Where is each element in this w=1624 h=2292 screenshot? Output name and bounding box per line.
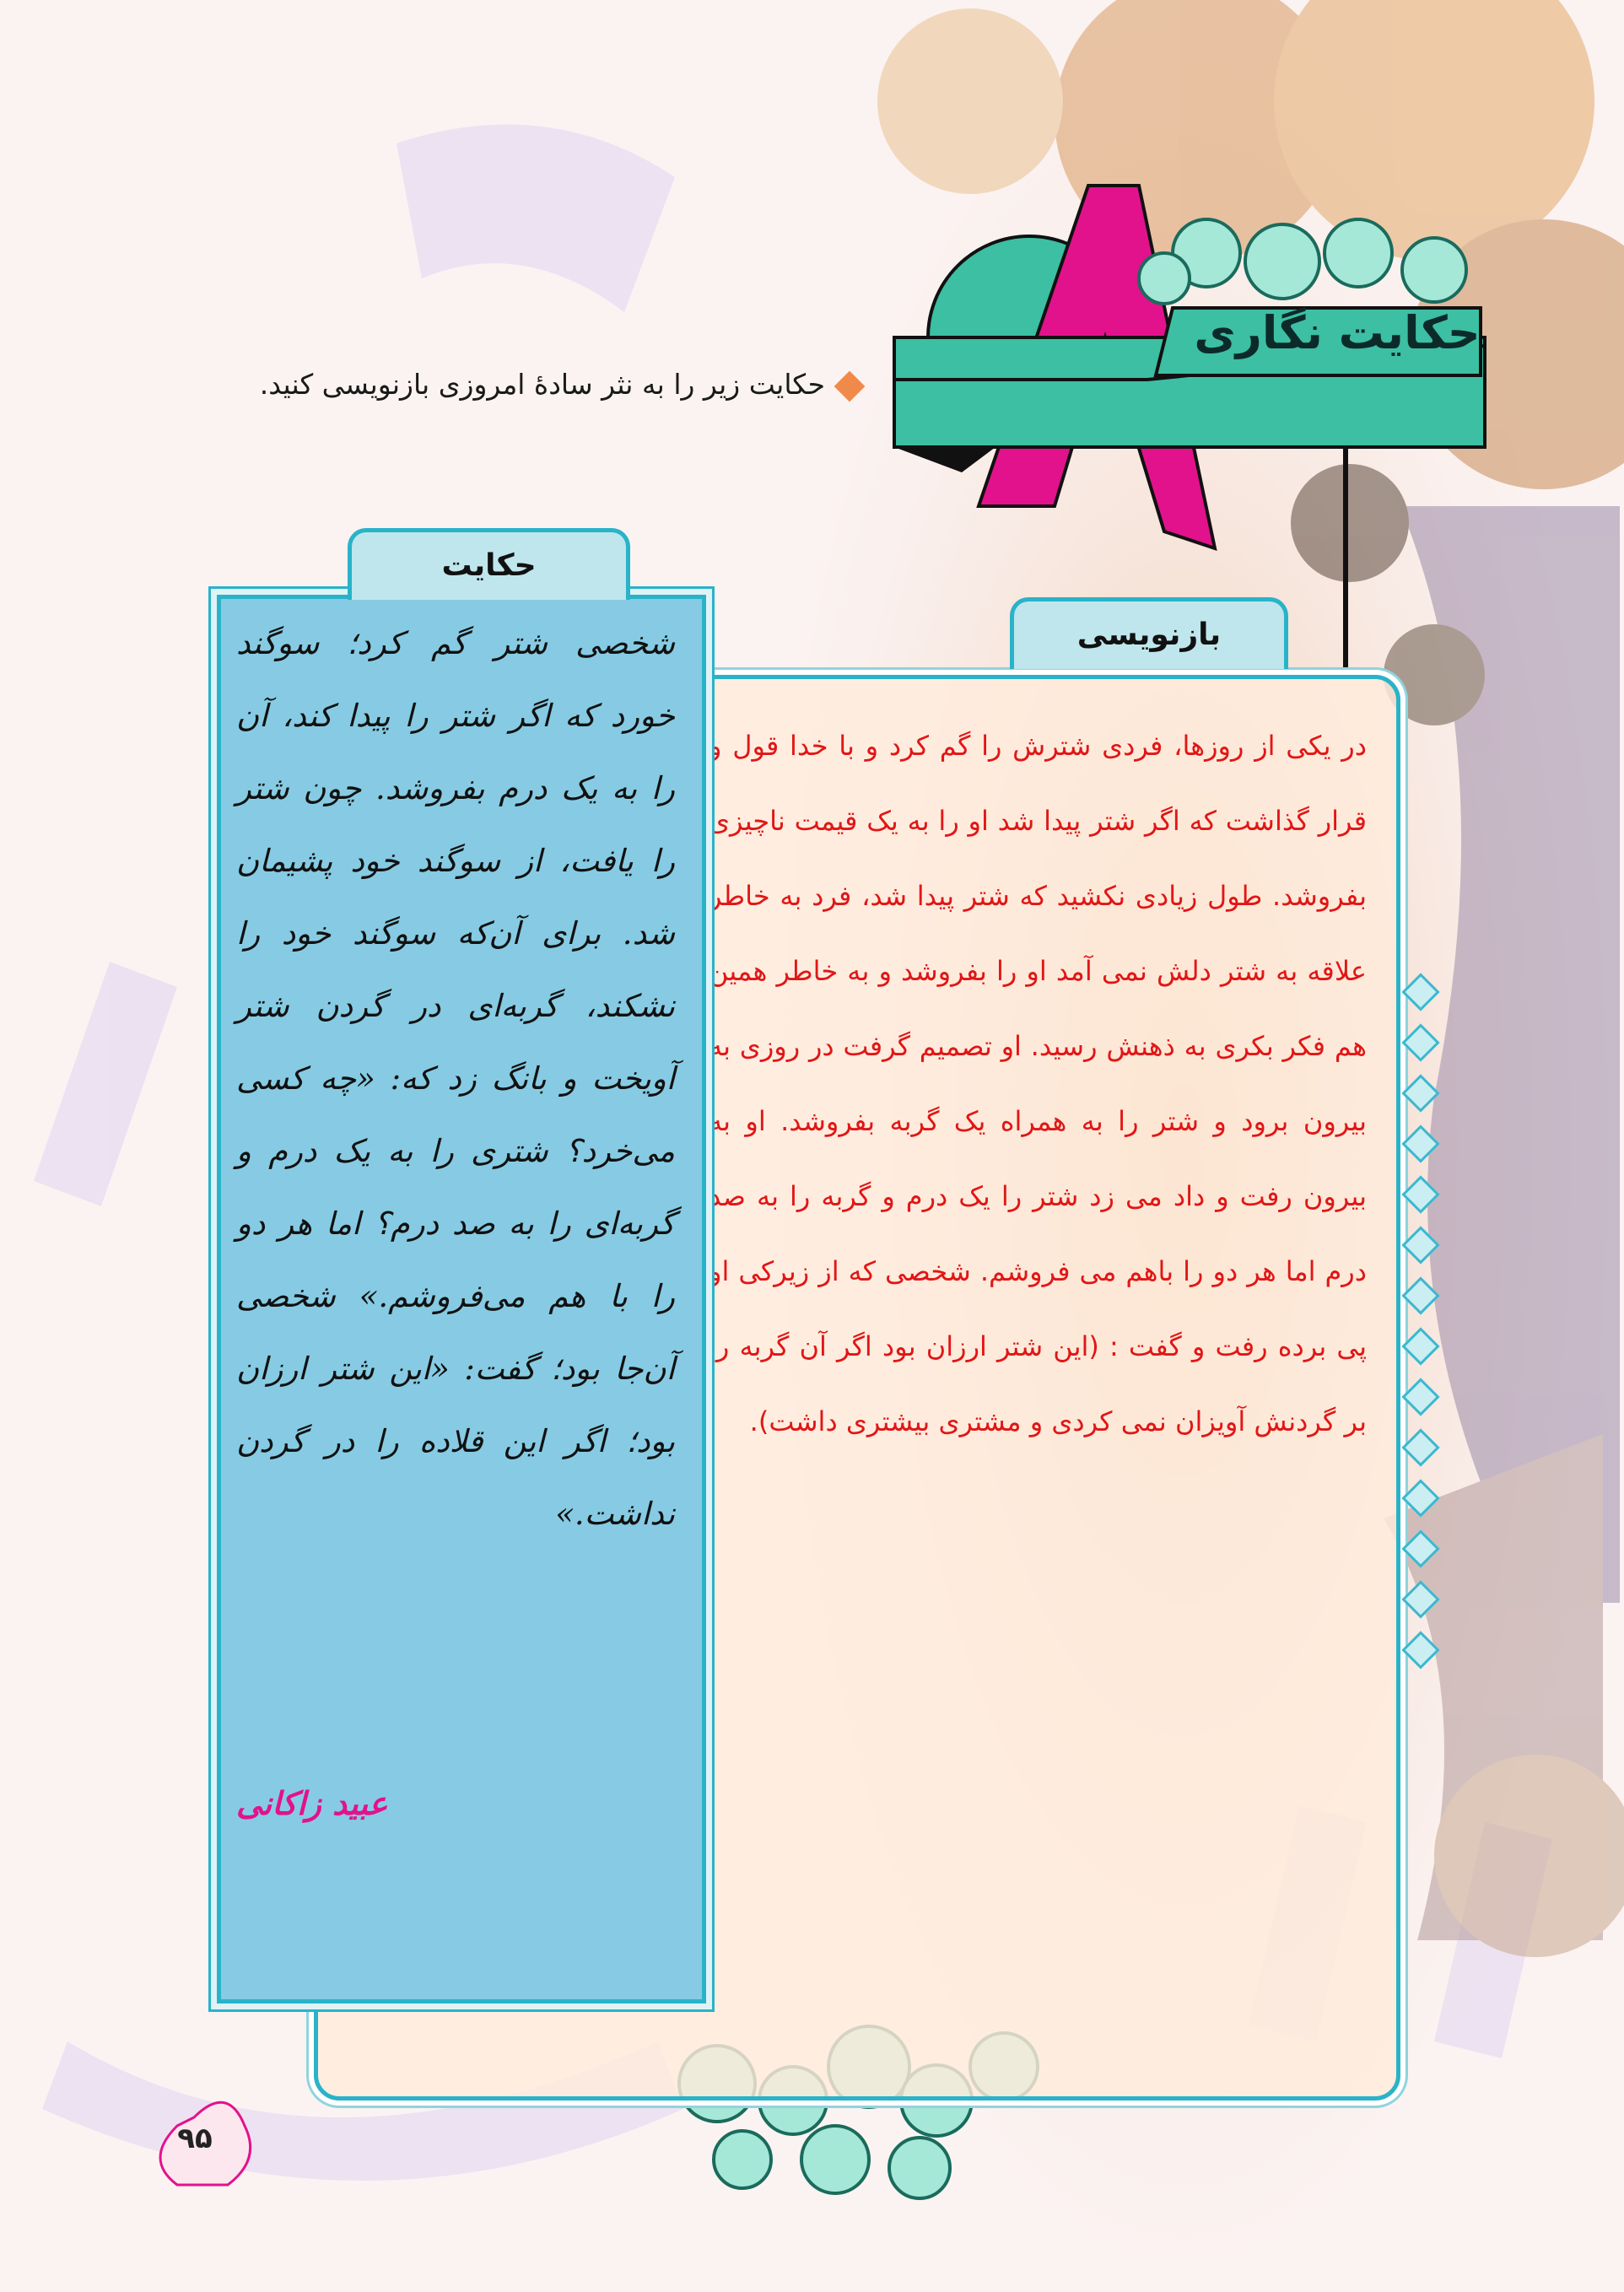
section-title: حکایت نگاری [1194,306,1481,359]
diamond-decoration [1407,979,1434,1687]
story-author: عبید زاکانی [236,1784,388,1822]
page-number: ۹۵ [177,2122,213,2155]
tab-story: حکایت [348,528,630,600]
instruction-label: حکایت زیر را به نثر سادهٔ امروزی بازنویسی کنید. [259,368,825,401]
instruction-text [245,354,861,415]
diamond-bullet-icon [834,370,866,402]
rewrite-text: در یکی از روزها، فردی شترش را گم کرد و با خدا قول و قرار گذاشت که اگر شتر پیدا شد او را به یک قیمت ناچیزی بفروشد. طول زیادی نکشید که شتر پیدا شد، فرد به خاطر علاقه به شتر دلش نمی آمد او را بفروشد و به خاطر همین هم فکر بکری به ذهنش رسید. او تصمیم گرفت در روزی به بیرون برود و شتر را به همراه یک گربه بفروشد. او به بیرون رفت و داد می زد شتر را یک درم و گربه را به صد درم اما هر دو را باهم می فروشم. شخصی که از زیرکی او پی برده رفت و گفت : (این شتر ارزان بود اگر آن گربه را بر گردنش آویزان نمی کردی و مشتری بیشتری داشت). [709,730,1367,1437]
story-text: شخصی شتر گم کرد؛ سوگند خورد که اگر شتر را پیدا کند، آن را به یک درم بفروشد. چون شتر را یافت، از سوگند خود پشیمان شد. برای آن‌که سوگند خود را نشکند، گربه‌ای در گردن شتر آویخت و بانگ زد که: «چه کسی می‌خرد؟ شتری را به یک درم و گربه‌ای را به صد درم؟ اما هر دو را با هم می‌فروشم.» شخصی آن‌جا بود؛ گفت: «این شتر ارزان بود؛ اگر این قلاده را در گردن نداشت.» [236,625,675,1532]
tab-rewrite: بازنویسی [1010,597,1288,669]
